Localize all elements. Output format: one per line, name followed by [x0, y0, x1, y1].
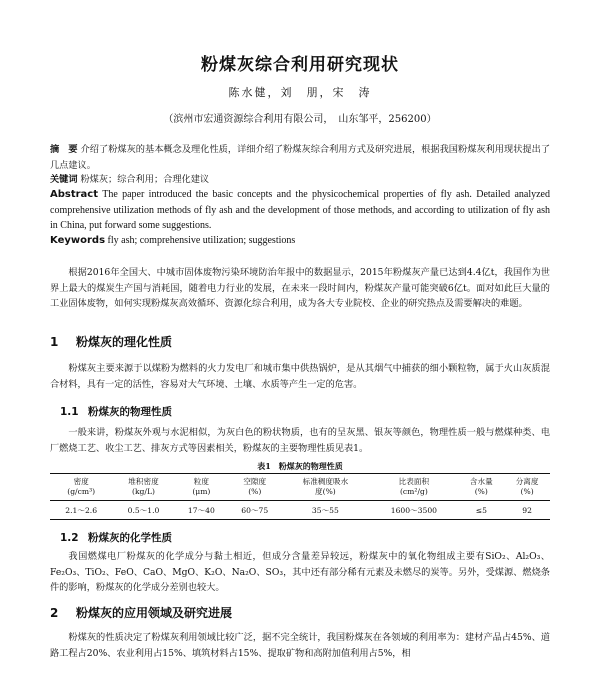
abstract-en-label: Abstract	[50, 189, 99, 200]
keywords-en	[50, 233, 550, 249]
header-porosity: 空隙度 (%)	[228, 474, 281, 501]
cell-density: 2.1～2.6	[65, 505, 98, 515]
abstract-en	[50, 187, 550, 234]
keywords-en-text: fly ash; comprehensive utilization; suggestions	[107, 235, 296, 246]
section-2-heading	[50, 604, 232, 621]
section-1-paragraph: 粉煤灰主要来源于以煤粉为燃料的火力发电厂和城市集中供热锅炉，是从其烟气中捕获的细小颗粒物，属于火山灰质混合材料，具有一定的活性，容易对大气环境、土壤、水质等产生一定的危害。	[50, 363, 550, 390]
keywords-cn	[50, 172, 550, 188]
section-2-title: 粉煤灰的应用领域及研究进展	[76, 606, 233, 620]
header-water-demand: 标准稠度吸水 度(%)	[281, 474, 369, 501]
section-1-title: 粉煤灰的理化性质	[76, 335, 173, 349]
cell-particle-size: 17～40	[187, 505, 215, 515]
section-1-2-paragraph: 我国燃煤电厂粉煤灰的化学成分与黏土相近，但成分含量差异较远，粉煤灰中的氧化物组成主要有SiO₂、Al₂O₃、Fe₂O₃、TiO₂、FeO、CaO、MgO、K₂O、Na₂O、SO₃，其中还有部分稀有元素及未燃尽的炭等。另外，受煤源、燃烧条件的影响，粉煤灰的化学成分差别也较大。	[50, 551, 550, 593]
section-2-number: 2	[50, 606, 59, 620]
abstract-cn	[50, 142, 550, 173]
intro-paragraph: 根据2016年全国大、中城市固体废物污染环境防治年报中的数据显示，2015年粉煤灰产量已达到4.4亿t，我国作为世界上最大的煤炭生产国与消耗国，随着电力行业的发展，在未来一段时间内，粉煤灰产量可能突破6亿t。面对如此巨大量的工业固体废物，如何实现粉煤灰高效循环、资源化综合利用，成为各大专业院校、企业的研究热点及需要解决的难题。	[50, 267, 550, 309]
header-specific-surface: 比表面积 (cm²/g)	[369, 474, 458, 501]
keywords-en-label: Keywords	[50, 235, 106, 246]
cell-bulk-density: 0.5～1.0	[127, 505, 160, 515]
section-1-1-heading	[60, 404, 172, 419]
cell-porosity: 60～75	[241, 505, 269, 515]
section-1-heading	[50, 333, 172, 350]
section-1-2-heading	[60, 530, 172, 545]
header-density: 密度 (g/cm³)	[50, 474, 112, 501]
keywords-cn-text: 粉煤灰；综合利用；合理化建议	[80, 174, 210, 185]
section-1-1-paragraph: 一般来讲，粉煤灰外观与水泥相似，为灰白色的粉状物质，也有的呈灰黑、银灰等颜色，物理性质一般与燃煤种类、电厂燃烧工艺、收尘工艺、排灰方式等因素相关，粉煤灰的主要物理性质见表1。	[50, 427, 550, 454]
table-row	[50, 501, 550, 520]
physical-properties-table	[50, 473, 550, 520]
table-1-caption: 表1 粉煤灰的物理性质	[257, 461, 343, 471]
section-1-2-title: 粉煤灰的化学性质	[88, 532, 172, 544]
section-1-number: 1	[50, 335, 59, 349]
cell-moisture: ≤5	[475, 505, 487, 515]
section-1-1-number: 1.1	[60, 406, 79, 418]
paper-title: 粉煤灰综合利用研究现状	[201, 55, 399, 75]
section-1-2-number: 1.2	[60, 532, 79, 544]
cell-specific-surface: 1600～3500	[390, 505, 437, 515]
cell-water-demand: 35～55	[311, 505, 339, 515]
section-2-paragraph: 粉煤灰的性质决定了粉煤灰利用领域比较广泛，据不完全统计，我国粉煤灰在各领域的利用率为：建材产品占45%、道路工程占20%、农业利用占15%、填筑材料占15%、提取矿物和高附加值利用占5%，相	[50, 632, 550, 659]
abstract-cn-label: 摘 要	[50, 144, 78, 155]
header-bulk-density: 堆积密度 (kg/L)	[112, 474, 174, 501]
section-1-1-title: 粉煤灰的物理性质	[88, 406, 172, 418]
header-particle-size: 粒度 (μm)	[175, 474, 228, 501]
table-header-row	[50, 474, 550, 501]
affiliation: （滨州市宏通资源综合利用有限公司， 山东邹平，256200）	[163, 114, 437, 125]
abstract-en-text: The paper introduced the basic concepts and the physicochemical properties of fly ash. Detailed analyzed comprehensive utilization methods of fly ash and the development of those methods, and according to utilization of fly ash in China, put forward some suggestions.	[50, 189, 550, 231]
author-list: 陈水健，刘 朋，宋 涛	[228, 86, 372, 99]
abstract-cn-text: 介绍了粉煤灰的基本概念及理化性质，详细介绍了粉煤灰综合利用方式及研究进展，根据我国粉煤灰利用现状提出了几点建议。	[50, 144, 551, 171]
header-moisture: 含水量 (%)	[458, 474, 504, 501]
header-separation: 分离度 (%)	[504, 474, 550, 501]
keywords-cn-label: 关键词	[50, 174, 78, 185]
cell-separation: 92	[522, 505, 532, 515]
